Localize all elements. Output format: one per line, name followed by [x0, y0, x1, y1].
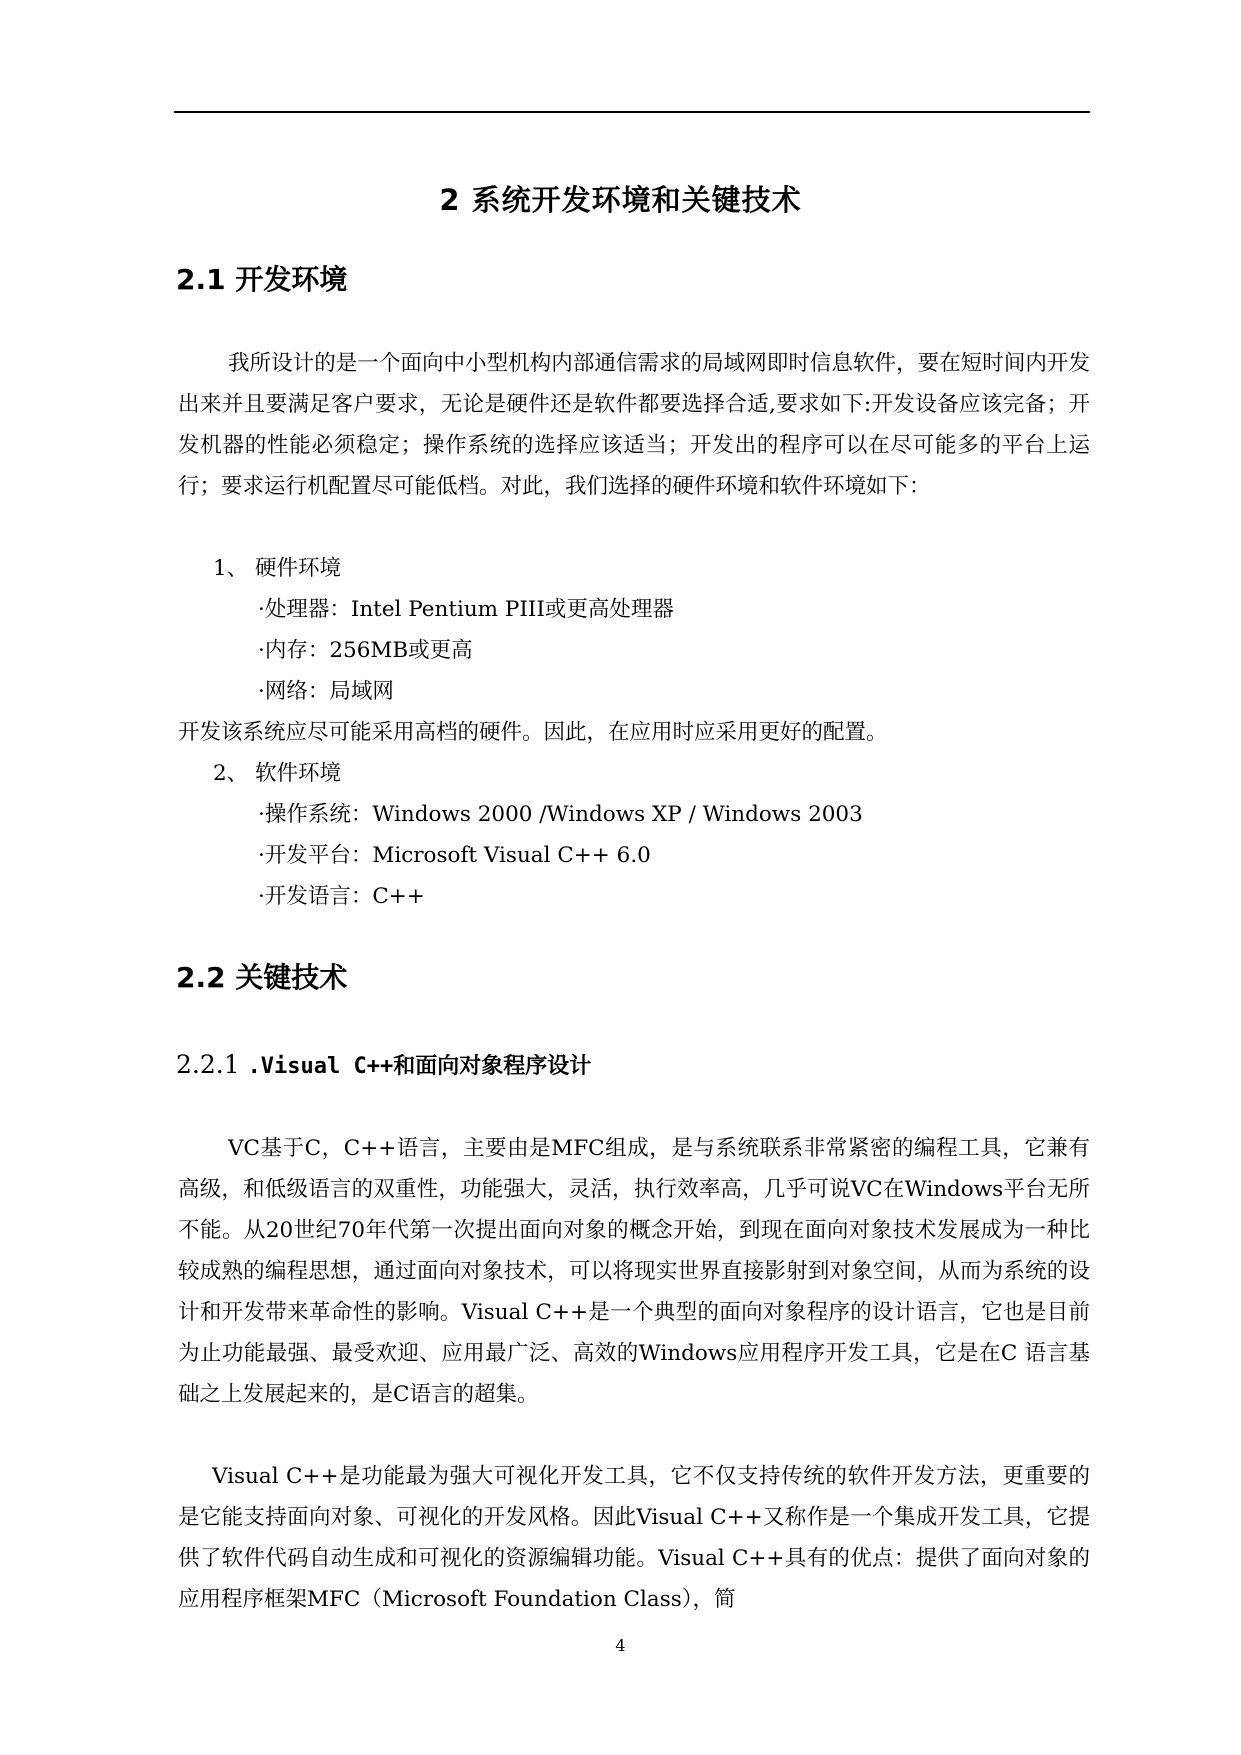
software-item-language: ·开发语言：C++ — [258, 884, 425, 909]
hardware-item-memory: ·内存：256MB或更高 — [258, 638, 473, 663]
env-intro-paragraph — [178, 343, 1090, 507]
vc-paragraph-2-text: Visual C++是功能最为强大可视化开发工具，它不仅支持传统的软件开发方法，更重要的是它能支持面向对象、可视化的开发风格。因此Visual C++又称作是一个集成开发工具，它提供了软件代码自动生成和可视化的资源编辑功能。Visual C++具有的优点：提供了面向对象的应用程序框架MFC（Microsoft Foundation Class），简 — [178, 1464, 1090, 1612]
section-title: .Visual C++和面向对象程序设计 — [247, 1054, 592, 1079]
section-heading-2-2-1 — [176, 1049, 591, 1080]
vc-paragraph-1 — [178, 1128, 1090, 1415]
chapter-title: 2 系统开发环境和关键技术 — [439, 183, 802, 217]
page-number: 4 — [615, 1636, 626, 1655]
hardware-note: 开发该系统应尽可能采用高档的硬件。因此，在应用时应采用更好的配置。 — [178, 720, 888, 745]
vc-paragraph-1-text: VC基于C，C++语言，主要由是MFC组成，是与系统联系非常紧密的编程工具，它兼有高级，和低级语言的双重性，功能强大，灵活，执行效率高，几乎可说VC在Windows平台无所不能。从20世纪70年代第一次提出面向对象的概念开始，到现在面向对象技术发展成为一种比较成熟的编程思想，通过面向对象技术，可以将现实世界直接影射到对象空间，从而为系统的设计和开发带来革命性的影响。Visual C++是一个典型的面向对象程序的设计语言，它也是目前为止功能最强、最受欢迎、应用最广泛、高效的Windows应用程序开发工具，它是在C 语言基础之上发展起来的，是C语言的超集。 — [178, 1136, 1090, 1407]
section-heading-2-2: 2.2 关键技术 — [176, 961, 348, 994]
software-item-os: ·操作系统：Windows 2000 /Windows XP / Windows 2003 — [258, 802, 863, 827]
header-rule — [174, 111, 1090, 113]
hardware-heading: 1、 硬件环境 — [213, 556, 342, 581]
software-heading: 2、 软件环境 — [213, 761, 342, 786]
hardware-item-cpu: ·处理器：Intel Pentium PIII或更高处理器 — [258, 597, 674, 622]
env-intro-text: 我所设计的是一个面向中小型机构内部通信需求的局域网即时信息软件，要在短时间内开发出来并且要满足客户要求，无论是硬件还是软件都要选择合适,要求如下:开发设备应该完备；开发机器的性能必须稳定；操作系统的选择应该适当；开发出的程序可以在尽可能多的平台上运行；要求运行机配置尽可能低档。对此，我们选择的硬件环境和软件环境如下： — [178, 351, 1090, 499]
hardware-item-network: ·网络：局域网 — [258, 679, 394, 704]
section-heading-2-1: 2.1 开发环境 — [176, 263, 348, 296]
vc-paragraph-2 — [178, 1456, 1090, 1620]
section-number: 2.2.1 — [176, 1050, 248, 1079]
software-item-platform: ·开发平台：Microsoft Visual C++ 6.0 — [258, 843, 651, 868]
